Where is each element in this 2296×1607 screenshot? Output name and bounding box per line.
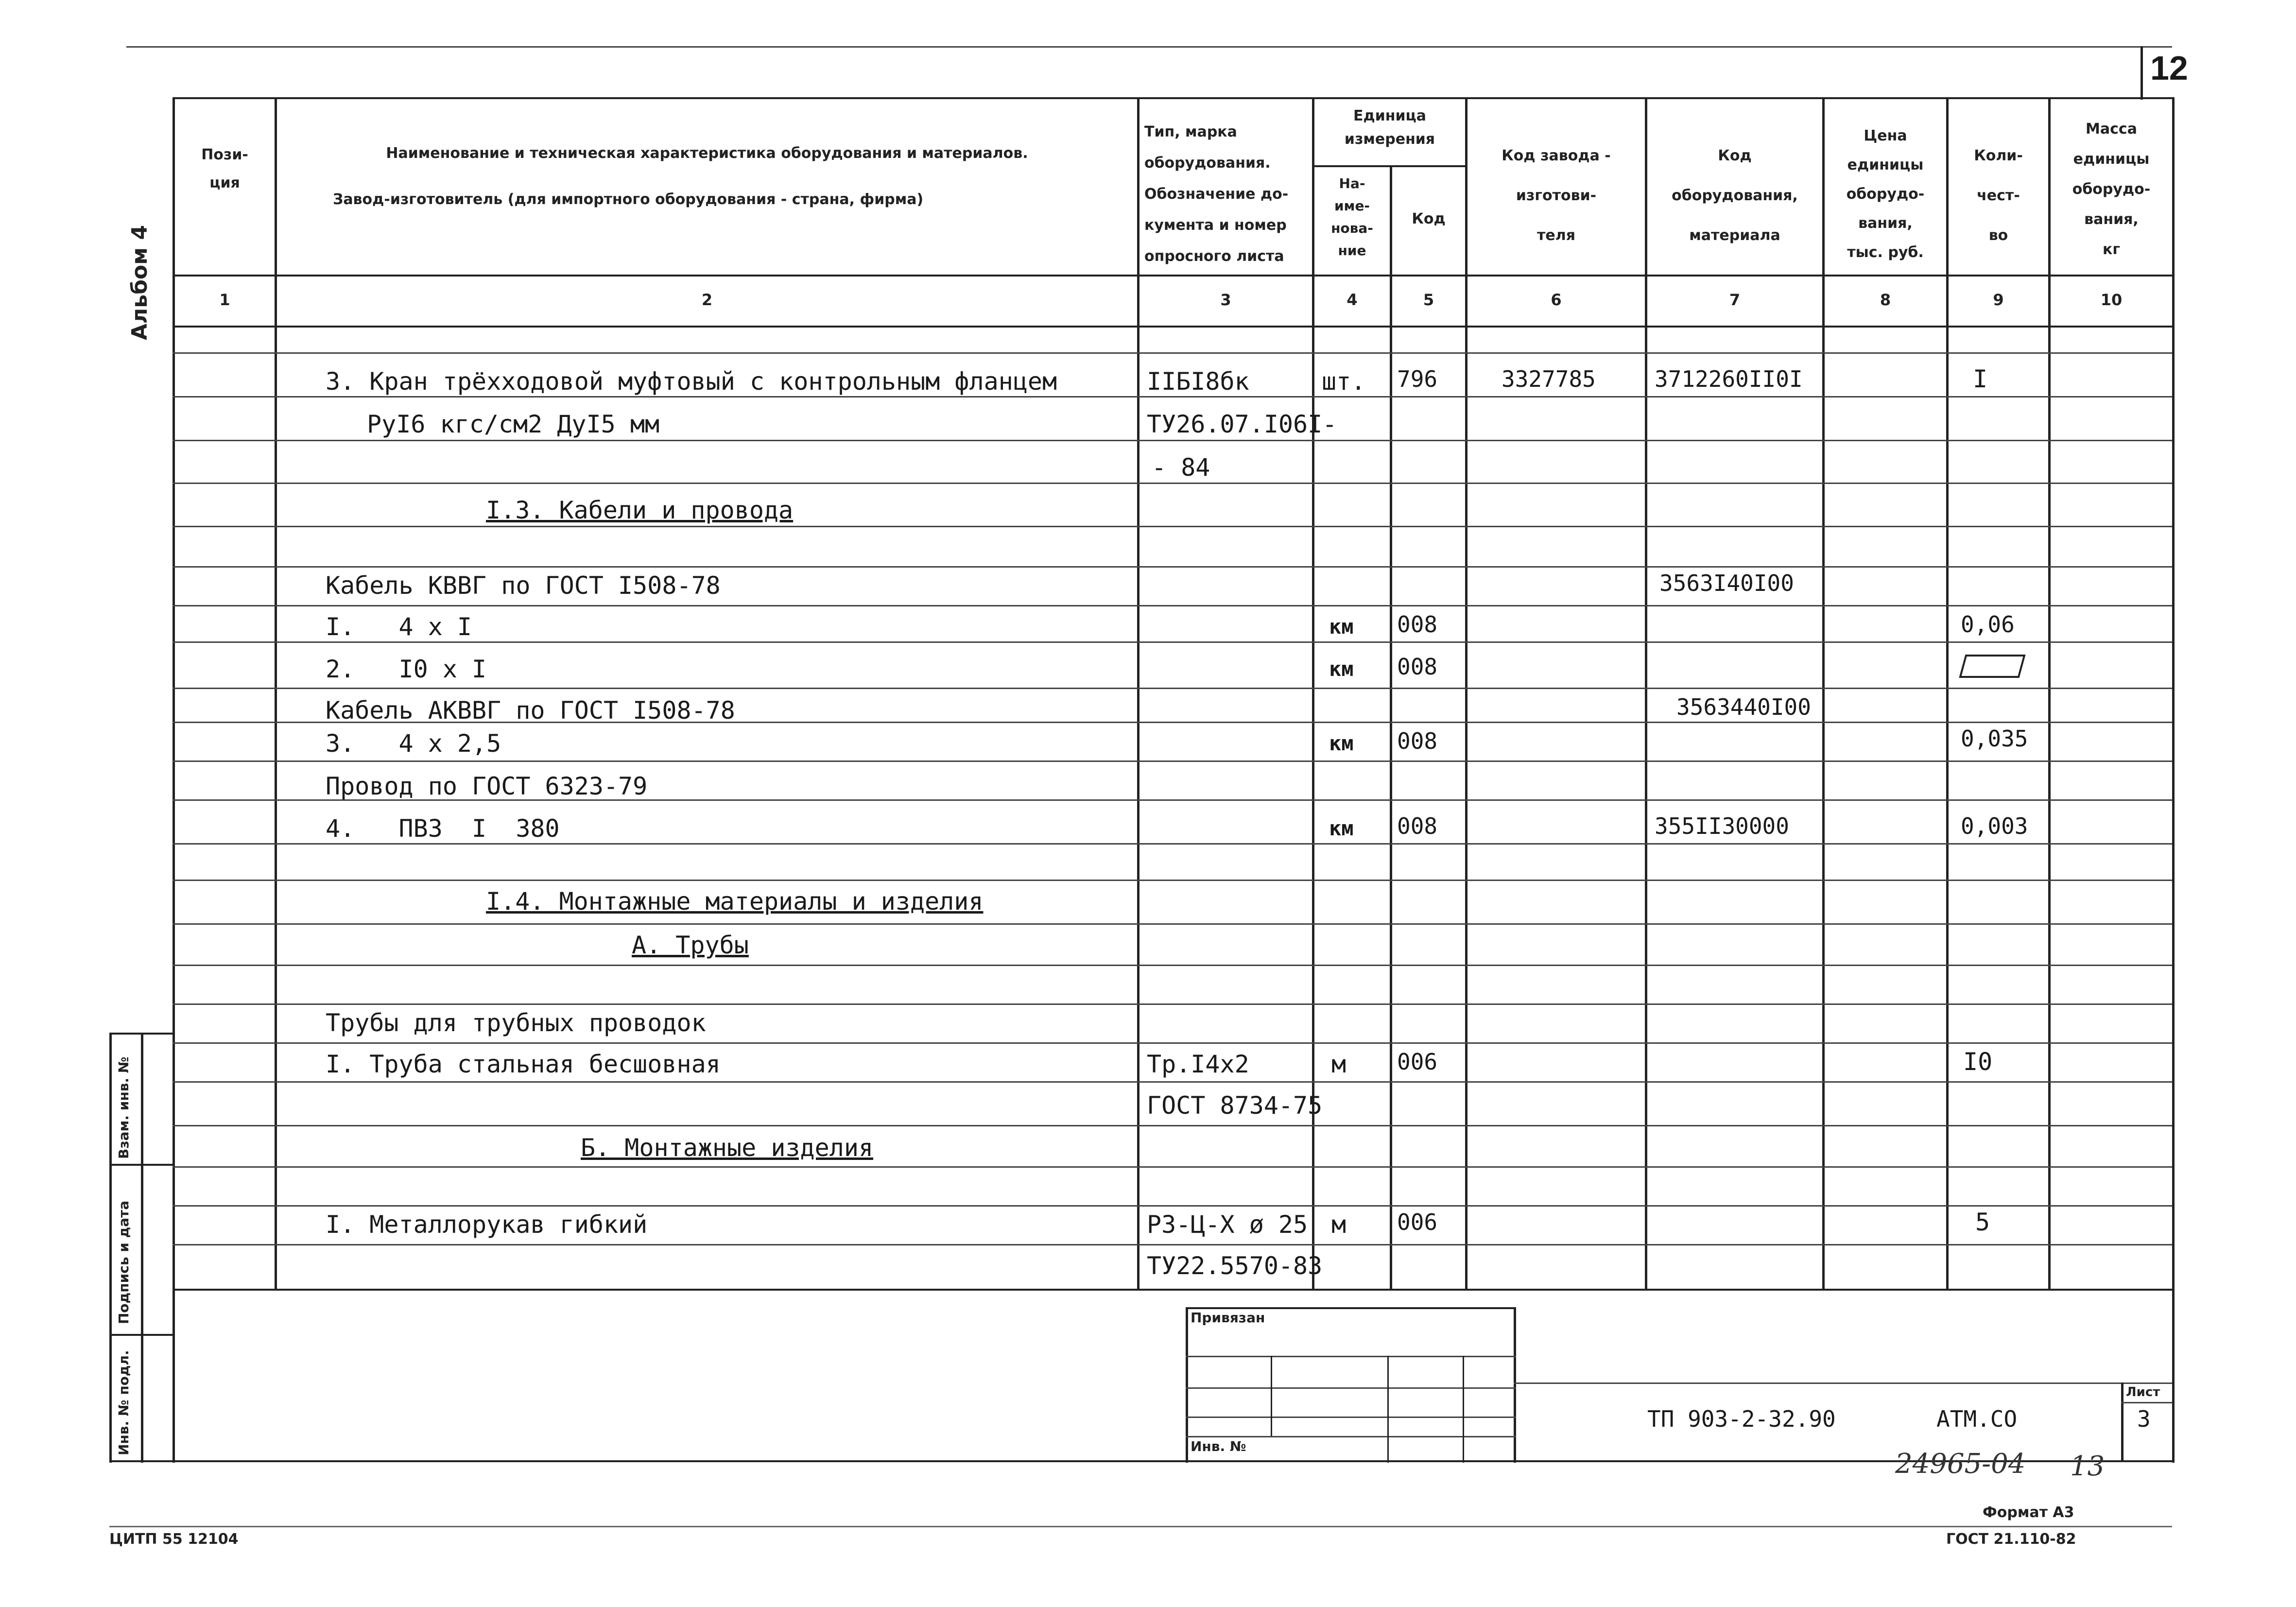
side-stamp-sep2	[109, 1334, 175, 1336]
row-separator	[173, 760, 2172, 762]
row-separator	[173, 880, 2172, 881]
table-row: м	[1331, 1050, 1347, 1078]
colnum-4: 4	[1347, 291, 1358, 309]
handwritten-number: 24965-04	[1895, 1448, 2026, 1480]
row-separator	[173, 1166, 2172, 1168]
colnum-8: 8	[1880, 291, 1891, 309]
printer-label: ЦИТП 55 12104	[109, 1531, 239, 1548]
table-row: 008	[1397, 813, 1438, 839]
table-row: км	[1329, 816, 1354, 840]
header-col2-line2: Завод-изготовитель (для импортного оборудования - страна, фирма)	[333, 191, 924, 208]
top-corner-vline	[2141, 46, 2143, 100]
privyazan-row1	[1186, 1356, 1516, 1357]
col-right	[2172, 97, 2175, 1463]
colnum-bottom	[173, 326, 2172, 328]
table-top	[173, 97, 2172, 99]
header-col4: На- име- нова- ние	[1331, 175, 1373, 259]
row-separator	[173, 526, 2172, 527]
table-row: 4. ПВЗ I 380	[326, 814, 560, 843]
privyazan-col3	[1463, 1356, 1464, 1463]
col-sep-7	[1822, 97, 1825, 1290]
table-row: I. 4 x I	[326, 613, 472, 641]
table-row: РуI6 кгс/см2 ДуI5 мм	[367, 410, 660, 438]
col-sep-8	[1946, 97, 1949, 1290]
side-label-inv-orig: Инв. № подл.	[116, 1350, 132, 1455]
section-heading: Б. Монтажные изделия	[581, 1134, 874, 1162]
table-body-bottom	[173, 1289, 2172, 1291]
table-row: 5	[1975, 1208, 1990, 1236]
table-row: км	[1329, 657, 1354, 681]
qty-box-icon	[1958, 654, 2026, 679]
document-code: ТП 903-2-32.90	[1647, 1406, 1836, 1432]
table-row: 796	[1397, 366, 1438, 392]
colnum-7: 7	[1729, 291, 1741, 309]
table-row: 355II30000	[1655, 813, 1789, 839]
table-row: 006	[1397, 1049, 1438, 1075]
row-separator	[173, 688, 2172, 689]
row-separator	[173, 1244, 2172, 1245]
col-sep-2	[1137, 97, 1139, 1290]
table-row: 3. 4 x 2,5	[326, 729, 501, 758]
header-col10: Масса единицы оборудо- вания, кг	[2072, 121, 2151, 258]
colnum-1: 1	[219, 291, 230, 309]
table-row: 008	[1397, 654, 1438, 680]
row-separator	[173, 605, 2172, 606]
table-row: ГОСТ 8734-75	[1147, 1091, 1323, 1120]
list-box-sep	[2121, 1402, 2172, 1403]
col-sep-4	[1390, 165, 1392, 1290]
top-border	[126, 46, 2172, 48]
row-separator	[173, 566, 2172, 568]
privyazan-row3	[1186, 1417, 1516, 1418]
side-stamp-left	[109, 1033, 112, 1463]
header-col1: Пози- ция	[201, 146, 248, 191]
table-row: 2. I0 x I	[326, 655, 487, 683]
bottom-rule	[109, 1526, 2172, 1527]
table-row: 3712260II0I	[1655, 366, 1803, 392]
privyazan-row2	[1186, 1387, 1516, 1389]
table-row: 008	[1397, 728, 1438, 754]
side-stamp-top	[109, 1033, 175, 1035]
privyazan-col2	[1387, 1356, 1389, 1463]
side-stamp-sep1	[109, 1164, 175, 1166]
header-col9: Коли- чест- во	[1974, 147, 2023, 244]
colnum-2: 2	[701, 291, 713, 309]
table-row: Кабель КВВГ по ГОСТ I508-78	[326, 571, 721, 600]
gost-label: ГОСТ 21.110-82	[1946, 1531, 2076, 1548]
header-col5: Код	[1412, 210, 1446, 227]
table-row: Кабель АКВВГ по ГОСТ I508-78	[326, 696, 735, 725]
row-separator	[173, 641, 2172, 643]
header-col2-line1: Наименование и техническая характеристика оборудования и материалов.	[386, 145, 1028, 162]
table-row: Провод по ГОСТ 6323-79	[326, 772, 648, 800]
table-row: 0,003	[1961, 813, 2028, 839]
table-row: 3. Кран трёхходовой муфтовый с контрольным фланцем	[326, 367, 1057, 396]
row-separator	[173, 1003, 2172, 1005]
header-col45-group: Единица измерения	[1344, 107, 1435, 148]
table-row: 3563I40I00	[1659, 570, 1794, 596]
list-number: 3	[2137, 1406, 2151, 1432]
colnum-6: 6	[1551, 291, 1562, 309]
table-row: 006	[1397, 1209, 1438, 1235]
header-col3: Тип, марка оборудования. Обозначение до- кумента и номер опросного листа	[1144, 123, 1289, 265]
privyazan-left	[1186, 1307, 1188, 1463]
table-row: 3327785	[1502, 366, 1596, 392]
document-suffix: АТМ.СО	[1936, 1406, 2018, 1432]
header-bottom	[173, 275, 2172, 276]
table-row: I0	[1963, 1048, 1993, 1076]
row-separator	[173, 1081, 2172, 1083]
header-col6: Код завода - изготови- теля	[1502, 147, 1611, 244]
side-stamp-bottom	[109, 1460, 2172, 1462]
table-row: Трубы для трубных проводок	[326, 1009, 706, 1037]
side-label-sign-date: Подпись и дата	[116, 1200, 132, 1324]
header-col7: Код оборудования, материала	[1672, 147, 1798, 244]
row-separator	[173, 843, 2172, 845]
format-label: Формат А3	[1983, 1504, 2074, 1521]
table-row: км	[1329, 731, 1354, 755]
table-row: - 84	[1152, 453, 1210, 482]
row-separator	[173, 352, 2172, 354]
privyazan-row4	[1186, 1436, 1516, 1437]
table-row: I. Металлорукав гибкий	[326, 1210, 648, 1239]
table-row: м	[1331, 1210, 1347, 1239]
col-sep-6	[1645, 97, 1647, 1290]
row-separator	[173, 483, 2172, 484]
list-label: Лист	[2126, 1385, 2160, 1400]
table-row: 008	[1397, 611, 1438, 638]
row-separator	[173, 1125, 2172, 1126]
unit-subheader-line	[1312, 165, 1465, 167]
colnum-10: 10	[2100, 291, 2123, 309]
table-row: I. Труба стальная бесшовная	[326, 1050, 721, 1078]
table-row: 3563440I00	[1676, 694, 1811, 720]
privyazan-label: Привязан	[1191, 1310, 1265, 1326]
table-row: км	[1329, 615, 1354, 639]
table-row: шт.	[1322, 367, 1366, 396]
table-row: ТУ26.07.I06I-	[1147, 410, 1337, 438]
side-stamp-mid	[141, 1033, 143, 1463]
table-row: IIБI8бк	[1147, 367, 1249, 396]
handwritten-page: 13	[2070, 1451, 2105, 1482]
col-sep-5	[1465, 97, 1467, 1290]
sheet-number-top: 12	[2150, 49, 2188, 87]
row-separator	[173, 1042, 2172, 1044]
privyazan-right	[1514, 1307, 1516, 1463]
table-row: ТУ22.5570-83	[1147, 1252, 1323, 1280]
title-block-top	[1514, 1382, 2172, 1384]
table-row: Тр.I4x2	[1147, 1050, 1249, 1078]
colnum-3: 3	[1220, 291, 1231, 309]
section-heading: I.4. Монтажные материалы и изделия	[486, 887, 984, 916]
table-row: 0,035	[1961, 726, 2028, 752]
privyazan-top	[1186, 1307, 1516, 1309]
row-separator	[173, 396, 2172, 397]
table-row: I	[1973, 365, 1988, 393]
table-row: 0,06	[1961, 611, 2015, 638]
row-separator	[173, 965, 2172, 966]
colnum-9: 9	[1993, 291, 2004, 309]
col-sep-9	[2048, 97, 2051, 1290]
row-separator	[173, 1205, 2172, 1207]
col-sep-1	[275, 97, 277, 1290]
list-box-left	[2121, 1382, 2123, 1460]
album-label: Альбом 4	[127, 225, 152, 340]
colnum-5: 5	[1423, 291, 1434, 309]
row-separator	[173, 440, 2172, 441]
privyazan-col1	[1271, 1356, 1272, 1436]
row-separator	[173, 923, 2172, 925]
section-heading: I.3. Кабели и провода	[486, 496, 794, 524]
table-row: РЗ-Ц-Х ø 25	[1147, 1210, 1308, 1239]
header-col8: Цена единицы оборудо- вания, тыс. руб.	[1846, 127, 1925, 261]
section-heading: А. Трубы	[632, 931, 749, 959]
inv-no-label: Инв. №	[1191, 1438, 1246, 1454]
side-label-inv-replace: Взам. инв. №	[116, 1056, 132, 1159]
